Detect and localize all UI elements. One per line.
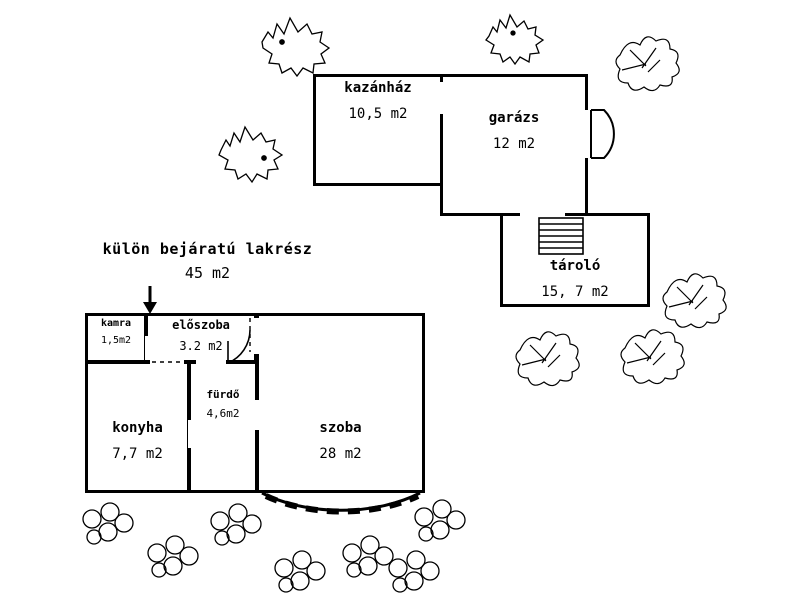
bay-window-mullions	[266, 496, 418, 512]
garage-door-swing	[591, 110, 614, 158]
caption-line1: külön bejáratú lakrész	[102, 240, 313, 258]
label-kamra	[85, 318, 147, 346]
room-furdo	[188, 361, 258, 493]
bush-icon	[616, 37, 679, 91]
tree-icon	[262, 18, 329, 76]
bush-icon	[621, 330, 684, 384]
room-area-szoba: 28 m2	[319, 446, 362, 462]
flower-icon	[148, 536, 198, 577]
room-area-kazanhaz: 10,5 m2	[348, 106, 408, 122]
flower-icon	[415, 500, 465, 541]
room-area-kamra: 1,5m2	[100, 335, 132, 346]
tree-icon	[486, 15, 543, 64]
apartment-caption	[85, 240, 330, 282]
flower-icon	[275, 551, 325, 592]
label-konyha	[85, 420, 190, 462]
bush-icon	[516, 332, 579, 386]
bay-window	[262, 493, 420, 510]
room-name-eloszoba: előszoba	[172, 318, 230, 332]
caption-line2: 45 m2	[184, 264, 231, 282]
label-szoba	[256, 420, 425, 462]
label-eloszoba	[145, 318, 257, 353]
room-area-tarolo: 15, 7 m2	[541, 284, 609, 300]
label-furdo	[188, 388, 258, 420]
label-garazs	[440, 110, 588, 152]
flower-icon	[343, 536, 393, 577]
room-name-garazs: garázs	[488, 110, 540, 126]
room-szoba	[256, 313, 425, 493]
room-name-furdo: fürdő	[206, 388, 240, 401]
room-area-furdo: 4,6m2	[206, 407, 240, 420]
room-area-garazs: 12 m2	[492, 136, 536, 152]
room-name-tarolo: tároló	[549, 258, 601, 274]
room-name-kazanhaz: kazánház	[344, 80, 412, 96]
room-name-kamra: kamra	[100, 318, 132, 329]
label-tarolo	[500, 258, 650, 300]
room-name-szoba: szoba	[319, 420, 362, 436]
entrance-arrow	[143, 286, 157, 314]
flower-icon	[389, 551, 439, 592]
room-name-konyha: konyha	[112, 420, 163, 436]
label-kazanhaz	[313, 80, 443, 122]
bush-icon	[663, 274, 726, 328]
room-area-eloszoba: 3.2 m2	[179, 339, 223, 353]
flower-icon	[83, 503, 133, 544]
tree-icon	[219, 127, 282, 182]
flower-icon	[211, 504, 261, 545]
room-area-konyha: 7,7 m2	[112, 446, 163, 462]
